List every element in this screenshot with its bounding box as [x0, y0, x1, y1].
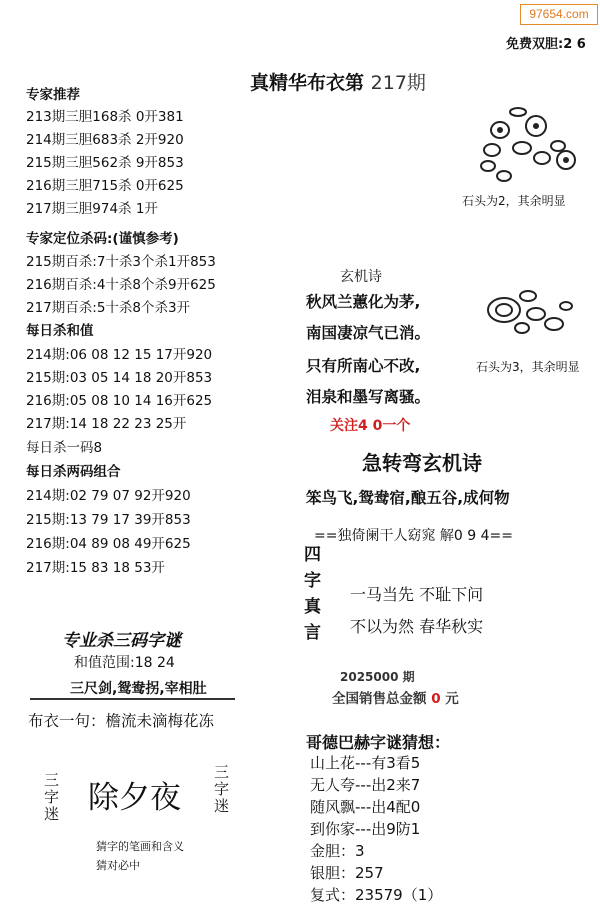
vertical-char: 三 [44, 771, 60, 789]
riddle-poem-line-2: ==独倚阑干人窈窕 解0 9 4== [314, 528, 513, 544]
page-title [250, 68, 426, 95]
sum-range: 和值范围:18 24 [74, 655, 175, 671]
list-item: 214期:02 79 07 92开920 [26, 488, 191, 504]
four-char-phrase: 不以为然 春华秋实 [350, 617, 484, 636]
attention-note: 关注4 0一个 [330, 418, 411, 434]
vertical-char: 字 [44, 788, 60, 806]
poem-line: 只有所南心不改, [306, 357, 421, 375]
list-item: 217期百杀:5十杀8个杀3开 [26, 300, 191, 316]
expert-header: 专家推荐 [26, 87, 80, 103]
goldbach-line: 到你家---出9防1 [310, 820, 421, 838]
goldbach-line: 无人夸---出2来7 [310, 776, 421, 794]
list-item: 214期三胆683杀 2开920 [26, 132, 184, 148]
three-clues: 三尺剑,鸳鸯拐,宰相肚 [70, 681, 207, 697]
sales-total [332, 687, 459, 707]
daily-one: 每日杀一码8 [26, 440, 103, 456]
list-item: 213期三胆168杀 0开381 [26, 109, 184, 125]
riddle-hint-2: 猜对必中 [96, 859, 140, 872]
list-item: 216期:05 08 10 14 16开625 [26, 393, 213, 409]
stones-illustration-1 [470, 100, 590, 190]
list-item: 216期百杀:4十杀8个杀9开625 [26, 277, 216, 293]
sales-issue: 2025000 期 [340, 670, 415, 684]
list-item: 215期百杀:7十杀3个杀1开853 [26, 254, 216, 270]
title-issue: 217期 [370, 72, 426, 94]
list-item: 215期三胆562杀 9开853 [26, 155, 184, 171]
riddle-answer: 除夕夜 [88, 780, 181, 816]
list-item: 217期:15 83 18 53开 [26, 560, 165, 576]
stones-caption-1: 石头为2，其余明显 [462, 194, 566, 208]
list-item: 215期:13 79 17 39开853 [26, 512, 191, 528]
poem-line: 泪泉和墨写离骚。 [306, 388, 431, 406]
vertical-char: 四 [304, 545, 321, 565]
list-item: 216期三胆715杀 0开625 [26, 178, 184, 194]
list-item: 214期:06 08 12 15 17开920 [26, 347, 213, 363]
poem-line: 南国凄凉气已消。 [306, 324, 431, 342]
list-item: 215期:03 05 14 18 20开853 [26, 370, 213, 386]
watermark: 97654.com [520, 4, 598, 25]
vertical-char: 迷 [44, 805, 60, 823]
left-vertical-label [44, 772, 60, 823]
stones-caption-2: 石头为3，其余明显 [476, 360, 580, 374]
vertical-char: 三 [214, 763, 230, 781]
poem-label: 玄机诗 [340, 269, 382, 285]
four-char-phrase: 一马当先 不耻下问 [350, 585, 484, 604]
four-char-vertical [304, 542, 322, 646]
riddle-poem-title: 急转弯玄机诗 [362, 451, 482, 475]
goldbach-line: 山上花---有3看5 [310, 754, 421, 772]
list-item: 216期:04 89 08 49开625 [26, 536, 191, 552]
vertical-char: 迷 [214, 797, 230, 815]
vertical-char: 字 [214, 780, 230, 798]
sales-label: 全国销售总金额 [332, 691, 427, 707]
vertical-char: 真 [304, 597, 321, 617]
goldbach-line: 银胆：257 [310, 864, 384, 882]
list-item: 217期三胆974杀 1开 [26, 201, 158, 217]
list-item: 217期:14 18 22 23 25开 [26, 416, 187, 432]
riddle-poem-line: 笨鸟飞,鸳鸯宿,酿五谷,成何物 [306, 489, 510, 507]
vertical-char: 字 [304, 571, 321, 591]
pro-riddle-title: 专业杀三码字谜 [62, 631, 181, 651]
poem-line: 秋风兰蕙化为茅, [306, 293, 421, 311]
daily-sum-header: 每日杀和值 [26, 323, 94, 339]
divider [30, 698, 235, 700]
right-vertical-label [214, 764, 230, 815]
title-main: 真精华布衣第 [250, 72, 365, 94]
buyi-sentence: 布衣一句：檐流未滴梅花冻 [28, 712, 215, 730]
positioning-header: 专家定位杀码:(谨慎参考) [26, 231, 179, 247]
stones-illustration-2 [480, 280, 580, 340]
goldbach-line: 复式：23579（1） [310, 886, 443, 904]
goldbach-line: 随风飘---出4配0 [310, 798, 421, 816]
sales-unit: 元 [440, 691, 459, 707]
goldbach-title: 哥德巴赫字谜猜想： [306, 733, 451, 752]
riddle-hint-1: 猜字的笔画和含义 [96, 840, 184, 853]
goldbach-line: 金胆：3 [310, 842, 365, 860]
daily-two-header: 每日杀两码组合 [26, 464, 121, 480]
free-pair: 免费双胆:2 6 [506, 37, 586, 52]
sales-amount: 0 [431, 691, 441, 707]
vertical-char: 言 [304, 623, 321, 643]
